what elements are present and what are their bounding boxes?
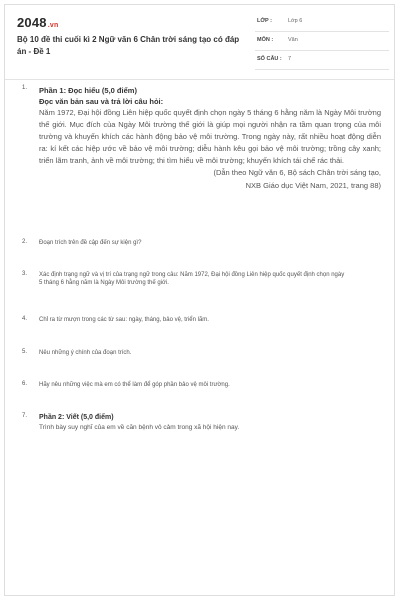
question-number: 4. [22, 316, 28, 322]
question-text: Trình bày suy nghĩ của em về căn bệnh vô cảm trong xã hội hiện nay. [39, 424, 240, 431]
question-text: Nêu những ý chính của đoạn trích. [39, 350, 132, 356]
site-logo[interactable] [17, 15, 58, 30]
part-title: Phần 2: Viết (5,0 điểm) [39, 414, 114, 421]
question-number: 2. [22, 239, 28, 245]
question-text: Đoạn trích trên đề cập đến sự kiện gì? [39, 240, 142, 246]
question-number: 6. [22, 381, 28, 387]
exam-meta [255, 15, 389, 72]
passage-source-line: (Dẫn theo Ngữ văn 6, Bộ sách Chân trời sáng tạo, [213, 168, 381, 178]
meta-key: LỚP : [257, 18, 272, 24]
meta-row-subject [255, 34, 389, 51]
meta-value: 7 [288, 56, 292, 62]
meta-key: SỐ CÂU : [257, 56, 282, 62]
logo-text: 2048 [17, 15, 47, 30]
exam-page [4, 4, 395, 596]
page-header [5, 5, 394, 80]
question-number: 5. [22, 349, 28, 355]
meta-value: Lớp 6 [288, 18, 303, 24]
question-text: Xác định trạng ngữ và vị trí của trạng ngữ trong câu: Năm 1972, Đại hội đồng Liên hiệp quốc quyết định chọn ngày 5 tháng 6 hằng năm là Ngày Môi trường thế giới. [39, 272, 345, 286]
question-body [39, 413, 385, 433]
logo-domain: .vn [47, 22, 59, 29]
part-title: Phần 1: Đọc hiểu (5,0 điểm) [39, 86, 137, 95]
passage-source-line: NXB Giáo dục Việt Nam, 2021, trang 88) [245, 180, 381, 190]
meta-row-count [255, 53, 389, 70]
meta-key: MÔN : [257, 37, 274, 43]
question-number: 7. [22, 413, 28, 419]
question-number: 3. [22, 271, 28, 277]
question-number: 1. [22, 85, 28, 91]
meta-row-grade [255, 15, 389, 32]
reading-instruction: Đọc văn bản sau và trả lời câu hỏi: [39, 97, 164, 106]
document-title: Bộ 10 đề thi cuối kì 2 Ngữ văn 6 Chân trời sáng tạo có đáp án - Đề 1 [17, 35, 240, 56]
meta-value: Văn [288, 37, 298, 43]
question-body [39, 85, 385, 192]
question-text: Chỉ ra từ mượn trong các từ sau: ngày, tháng, bảo vệ, triển lãm. [39, 317, 209, 323]
reading-passage: Năm 1972, Đại hội đồng Liên hiệp quốc quyết định chọn ngày 5 tháng 6 hằng năm là Ngày Môi trường thế giới. Mục đích của Ngày Môi trường thế giới là giúp mọi người nhận ra tầm quan trọng của môi trường và khuyến khích các hành động bảo vệ môi trường. Trong ngày này, rất nhiều hoạt động diễn ra: kí kết các hiệp ước về bảo vệ môi trường; diễu hành kêu gọi bảo vệ môi trường; trồng cây xanh; triển lãm tranh, ảnh về môi trường; thi tìm hiểu về môi trường; khuyến khích tái chế rác thải. [39, 108, 381, 166]
question-text: Hãy nêu những việc mà em có thể làm để góp phần bảo vệ môi trường. [39, 382, 230, 388]
